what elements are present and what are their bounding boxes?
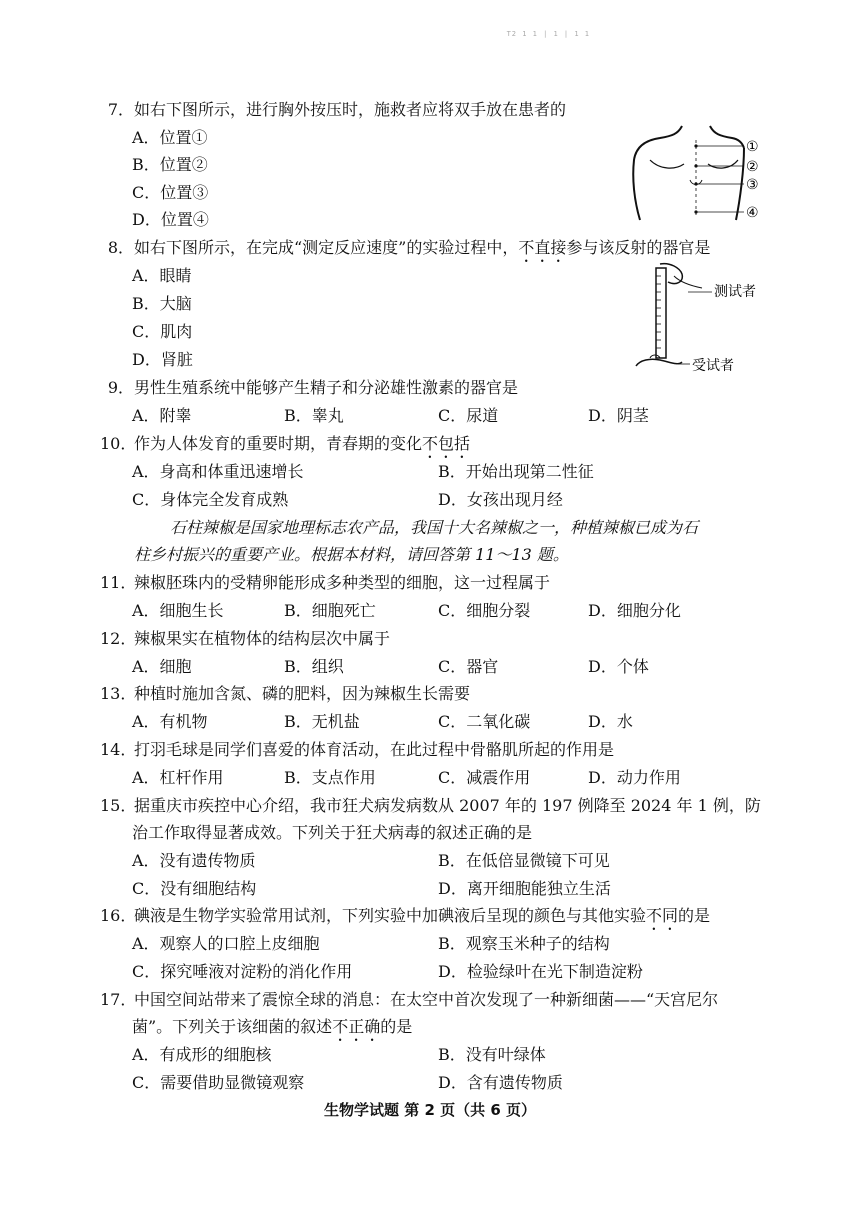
emphasis-text: 不直接 [518, 238, 567, 257]
reaction-test-figure [630, 262, 780, 377]
option-a: A．细胞 [132, 657, 192, 676]
option-c: C．身体完全发育成熟 [132, 490, 289, 509]
option-a: A．有成形的细胞核 [132, 1045, 272, 1064]
question-stem: 如右下图所示，在完成“测定反应速度”的实验过程中， [134, 238, 519, 257]
question-number: 8． [107, 238, 134, 257]
question-stem: 辣椒胚珠内的受精卵能形成多种类型的细胞，这一过程属于 [134, 573, 551, 592]
option-c: C．细胞分裂 [438, 601, 531, 620]
option-a: A．杠杆作用 [132, 768, 224, 787]
material-line-1: 石柱辣椒是国家地理标志农产品，我国十大名辣椒之一，种植辣椒已成为石 [170, 518, 699, 537]
option-d: D．位置④ [132, 210, 209, 229]
question-9 [100, 374, 518, 402]
question-stem: 据重庆市疾控中心介绍，我市狂犬病发病数从 2007 年的 197 例降至 2024 年 1 例，防 [134, 796, 761, 815]
question-number: 16． [100, 906, 137, 925]
question-15 [100, 792, 761, 820]
material-line-2: 柱乡村振兴的重要产业。根据本材料，请回答第 11～13 题。 [134, 545, 569, 564]
option-b: B．睾丸 [284, 406, 344, 425]
option-c: C．探究唾液对淀粉的消化作用 [132, 962, 353, 981]
option-a: A．有机物 [132, 712, 208, 731]
question-number: 17． [100, 990, 137, 1009]
option-c: C．位置③ [132, 183, 209, 202]
tester-label: 测试者 [714, 284, 756, 300]
option-d: D．含有遗传物质 [438, 1073, 563, 1092]
question-stem: 碘液是生物学实验常用试剂，下列实验中加碘液后呈现的颜色与其他实验 [134, 906, 647, 925]
option-c: C．肌肉 [132, 322, 193, 341]
question-11 [100, 569, 550, 597]
question-stem-line-2: 治工作取得显著成效。下列关于狂犬病毒的叙述正确的是 [132, 823, 533, 842]
option-a: A．位置① [132, 128, 208, 147]
option-b: B．没有叶绿体 [438, 1045, 546, 1064]
option-b: B．支点作用 [284, 768, 376, 787]
option-d: D．阴茎 [588, 406, 649, 425]
figure-label-2: ② [746, 159, 759, 175]
emphasis-text: 不同 [646, 906, 679, 925]
option-a: A．身高和体重迅速增长 [132, 462, 304, 481]
option-d: D．水 [588, 712, 633, 731]
option-b: B．大脑 [132, 294, 192, 313]
option-a: A．眼睛 [132, 266, 192, 285]
page-footer: 生物学试题 第 2 页（共 6 页） [324, 1101, 536, 1119]
question-stem: 打羽毛球是同学们喜爱的体育活动，在此过程中骨骼肌所起的作用是 [134, 740, 615, 759]
question-17 [100, 986, 718, 1014]
option-b: B．位置② [132, 155, 208, 174]
question-number: 11． [100, 573, 137, 592]
option-c: C．二氧化碳 [438, 712, 531, 731]
question-number: 12． [100, 629, 137, 648]
option-a: A．没有遗传物质 [132, 851, 256, 870]
option-a: A．细胞生长 [132, 601, 224, 620]
question-number: 13． [100, 684, 137, 703]
option-d: D．个体 [588, 657, 649, 676]
question-7 [100, 96, 566, 124]
question-number: 7． [107, 100, 134, 119]
question-stem-end: 的是 [678, 906, 711, 925]
option-a: A．观察人的口腔上皮细胞 [132, 934, 320, 953]
question-stem: 种植时施加含氮、磷的肥料，因为辣椒生长需要 [134, 684, 471, 703]
option-d: D．离开细胞能独立生活 [438, 879, 611, 898]
question-stem-end: 参与该反射的器官是 [566, 238, 711, 257]
option-c: C．没有细胞结构 [132, 879, 257, 898]
figure-label-4: ④ [746, 205, 759, 221]
stem-text: 菌”。下列关于该细菌的叙述 [132, 1017, 333, 1036]
question-stem: 如右下图所示，进行胸外按压时，施救者应将双手放在患者的 [134, 100, 567, 119]
subject-label: 受试者 [692, 358, 734, 374]
emphasis-text: 不正确 [332, 1017, 381, 1036]
question-number: 15． [100, 796, 137, 815]
question-number: 14． [100, 740, 137, 759]
option-b: B．细胞死亡 [284, 601, 376, 620]
option-a: A．附睾 [132, 406, 192, 425]
option-d: D．动力作用 [588, 768, 681, 787]
option-c: C．尿道 [438, 406, 499, 425]
stem-text-end: 的是 [380, 1017, 413, 1036]
option-c: C．减震作用 [438, 768, 531, 787]
option-b: B．无机盐 [284, 712, 360, 731]
question-stem: 中国空间站带来了震惊全球的消息：在太空中首次发现了一种新细菌——“天宫尼尔 [134, 990, 719, 1009]
option-d: D．肾脏 [132, 350, 193, 369]
option-c: C．器官 [438, 657, 499, 676]
option-b: B．观察玉米种子的结构 [438, 934, 610, 953]
option-b: B．组织 [284, 657, 344, 676]
chest-figure [620, 120, 770, 230]
option-d: D．检验绿叶在光下制造淀粉 [438, 962, 643, 981]
option-d: D．细胞分化 [588, 601, 681, 620]
question-14 [100, 736, 614, 764]
question-number: 10． [100, 434, 137, 453]
header-mark: T2 1 1 | 1 | 1 1 [506, 30, 590, 38]
question-13 [100, 680, 470, 708]
figure-label-1: ① [746, 139, 759, 155]
option-b: B．在低倍显微镜下可见 [438, 851, 610, 870]
option-c: C．需要借助显微镜观察 [132, 1073, 305, 1092]
question-stem: 辣椒果实在植物体的结构层次中属于 [134, 629, 391, 648]
question-stem: 男性生殖系统中能够产生精子和分泌雄性激素的器官是 [134, 378, 519, 397]
question-number: 9． [107, 378, 134, 397]
figure-label-3: ③ [746, 177, 759, 193]
question-12 [100, 625, 390, 653]
question-stem: 作为人体发育的重要时期，青春期的变化 [134, 434, 423, 453]
option-b: B．开始出现第二性征 [438, 462, 594, 481]
option-d: D．女孩出现月经 [438, 490, 563, 509]
emphasis-text: 不包括 [422, 434, 471, 453]
